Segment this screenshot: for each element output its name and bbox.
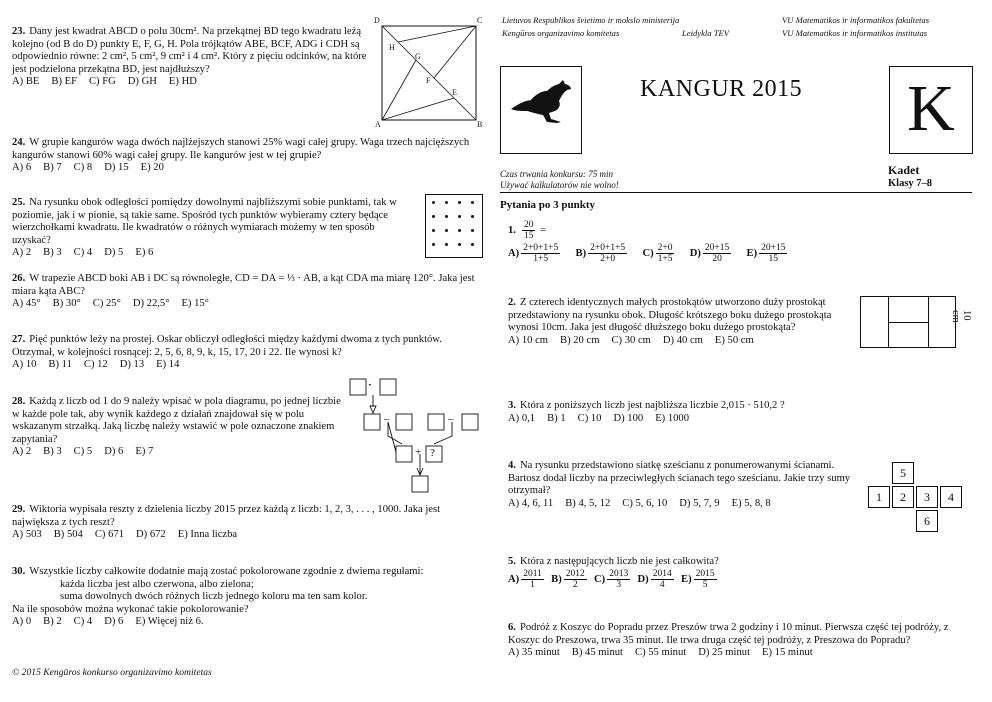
question-text: W trapezie ABCD boki AB i DC są równoległe, CD = DA = ⅓ · AB, a kąt CDA ma miarę 120°. Jaka jest miara kąta ABC? bbox=[12, 273, 475, 297]
option-c: C) 55 minut bbox=[635, 647, 687, 659]
option-c: C) 4 bbox=[73, 247, 93, 259]
divider bbox=[500, 192, 972, 193]
question-text: Z czterech identycznych małych prostokątów utworzono duży prostokąt przedstawiony na rysunku obok. Długość krótszego boku dużego prostokąta wynosi 10cm. Jaka jest długość dłuższego boku dużego prostokąta? bbox=[508, 297, 832, 334]
option-e: E) Więcej niż 6. bbox=[135, 616, 204, 628]
option-e: E) 50 cm bbox=[714, 334, 754, 346]
option-b: B) 3 bbox=[43, 247, 62, 259]
question-number: 26. bbox=[12, 273, 26, 284]
grid-dot bbox=[458, 229, 461, 232]
answer-options bbox=[12, 529, 486, 542]
option-a: A) 10 cm bbox=[508, 334, 549, 346]
net-face: 1 bbox=[868, 486, 890, 508]
grid-dot bbox=[471, 215, 474, 218]
question-23 bbox=[12, 26, 368, 89]
question-number: 27. bbox=[12, 334, 26, 345]
option-d: D) 13 bbox=[119, 359, 145, 371]
option-c: C) FG bbox=[88, 76, 116, 88]
answer-options bbox=[12, 162, 482, 175]
header-committee: Kengūros organizavimo komitetas bbox=[502, 28, 620, 38]
question-text: Każdą z liczb od 1 do 9 należy wpisać w pola diagramu, po jednej liczbie w każde pole tak, aby wynik każdego z działań znajdował się w polu wskazanym strzałką. Jaką liczbę należy wstawić w pole oznaczone znakiem zapytania? bbox=[12, 396, 341, 445]
question-subtext: Na ile sposobów można wykonać takie pokolorowanie? bbox=[12, 603, 249, 615]
question-29 bbox=[12, 504, 486, 542]
option-d: D) 40 cm bbox=[662, 334, 703, 346]
question-number: 4. bbox=[508, 460, 516, 471]
grid-dot bbox=[471, 201, 474, 204]
cube-net bbox=[868, 462, 968, 534]
option-c: C) $\frac{2+0}{1+5}$ bbox=[642, 243, 673, 264]
rule-2: suma dowolnych dwóch różnych liczb jednego koloru ma ten sam kolor. bbox=[60, 591, 368, 603]
level-letter: K bbox=[889, 66, 973, 154]
option-b: B) 504 bbox=[53, 529, 83, 541]
net-face: 6 bbox=[916, 510, 938, 532]
option-d: D) 5 bbox=[104, 247, 124, 259]
question-number: 30. bbox=[12, 566, 26, 577]
equals-sign: = bbox=[540, 224, 547, 236]
option-e: E) $\frac{20+15}{15}$ bbox=[746, 243, 786, 264]
question-24 bbox=[12, 137, 482, 175]
grid-dot bbox=[432, 243, 435, 246]
label-g: G bbox=[415, 52, 421, 61]
question-number: 6. bbox=[508, 622, 516, 633]
option-e: E) 14 bbox=[156, 359, 180, 371]
grid-dot bbox=[432, 229, 435, 232]
question-text: Dany jest kwadrat ABCD o polu 30cm². Na przekątnej BD tego kwadratu leżą kolejno (od B do D) punkty E, F, G, H. Pola trójkątów ABE, BCF, ADG i CDH są odpowiednio równe: 2 cm², 5 cm², 9 cm² i 4 cm². Który z pięciu odcinków, na które jest podzielona przekątna BD, jest najdłuższy? bbox=[12, 26, 367, 75]
header-faculty: VU Matematikos ir informatikos fakultetas bbox=[782, 15, 930, 25]
grid-dot bbox=[458, 215, 461, 218]
question-1 bbox=[508, 220, 968, 264]
label-h: H bbox=[389, 43, 395, 52]
net-face: 2 bbox=[892, 486, 914, 508]
right-column bbox=[496, 0, 992, 702]
option-b: B) 11 bbox=[48, 359, 72, 371]
option-d: D) 25 minut bbox=[698, 647, 751, 659]
question-number: 25. bbox=[12, 197, 26, 208]
question-text: W grupie kangurów waga dwóch najlżejszych stanowi 25% wagi całej grupy. Waga trzech najcięższych kangurów stanowi 60% wagi całej grupy. Ile kangurów jest w tej grupie? bbox=[12, 137, 470, 161]
op-minus-2: – bbox=[448, 413, 454, 425]
grid-dot bbox=[445, 243, 448, 246]
answer-options bbox=[12, 298, 484, 311]
question-number: 1. bbox=[508, 224, 516, 236]
answer-options bbox=[508, 335, 858, 348]
answer-options bbox=[12, 247, 412, 260]
option-c: C) 12 bbox=[83, 359, 108, 371]
copyright-footer: © 2015 Kengūros konkurso organizavimo komitetas bbox=[12, 667, 212, 678]
answer-options bbox=[12, 359, 486, 372]
option-b: B) 7 bbox=[43, 162, 62, 174]
question-4 bbox=[508, 460, 854, 510]
option-a: A) $\frac{2011}{1}$ bbox=[508, 568, 542, 590]
question-text: Która z następujących liczb nie jest całkowita? bbox=[519, 556, 719, 567]
option-a: A) 2 bbox=[12, 247, 32, 259]
grid-dot bbox=[432, 201, 435, 204]
option-c: C) 5 bbox=[73, 446, 93, 458]
question-number: 2. bbox=[508, 297, 516, 308]
question-mark-cell: ? bbox=[430, 447, 435, 459]
option-b: B) 3 bbox=[43, 446, 62, 458]
operation-diagram bbox=[346, 376, 486, 496]
label-b: B bbox=[477, 120, 483, 129]
question-number: 29. bbox=[12, 504, 26, 515]
answer-options bbox=[508, 413, 968, 426]
question-number: 23. bbox=[12, 26, 26, 37]
option-d: D) 22,5° bbox=[132, 298, 170, 310]
question-text: Pięć punktów leży na prostej. Oskar obliczył odległości między każdymi dwoma z tych punktów. Otrzymał, w kolejności rosnącej: 2, 5, 6, 8, 9, k, 15, 17, 20 i 22. Ile wynosi k? bbox=[12, 334, 442, 358]
question-text: Na rysunku przedstawiono siatkę sześcianu z ponumerowanymi ścianami. Bartosz dodał liczby na przeciwległych ścianach tego sześcianu. Jakie trzy sumy otrzymał? bbox=[508, 460, 851, 497]
answer-options bbox=[12, 76, 368, 89]
option-a: A) 503 bbox=[12, 529, 42, 541]
option-e: E) Inna liczba bbox=[177, 529, 238, 541]
question-text: Podróż z Koszyc do Popradu przez Preszów trwa 2 godziny i 10 minut. Pierwsza część tej podróży, z Koszyc do Preszowa, trwa 35 minut. Ile trwa druga część tej podróży, z Preszowa do Popradu? bbox=[508, 622, 949, 646]
answer-options bbox=[12, 446, 342, 459]
answer-options bbox=[508, 498, 854, 511]
question-text: Wszystkie liczby całkowite dodatnie mają zostać pokolorowane zgodnie z dwiema regułami: bbox=[29, 566, 424, 577]
question-30 bbox=[12, 566, 486, 629]
option-d: D) 6 bbox=[104, 616, 124, 628]
option-a: A) 0,1 bbox=[508, 412, 536, 424]
question-text: Która z poniższych liczb jest najbliższa liczbie 2,015 · 510,2 ? bbox=[519, 400, 785, 411]
answer-options bbox=[508, 647, 972, 660]
grid-dot bbox=[445, 229, 448, 232]
option-d: D) GH bbox=[127, 76, 157, 88]
option-e: E) 15° bbox=[181, 298, 209, 310]
option-b: B) $\frac{2+0+1+5}{2+0}$ bbox=[575, 243, 626, 264]
label-e: E bbox=[452, 88, 457, 97]
label-a: A bbox=[375, 120, 381, 129]
question-6 bbox=[508, 622, 972, 660]
option-b: B) 30° bbox=[52, 298, 81, 310]
op-minus-1: – bbox=[384, 413, 390, 425]
question-number: 28. bbox=[12, 396, 26, 407]
question-text: Wiktoria wypisała reszty z dzielenia liczby 2015 przez każdą z liczb: 1, 2, 3, . . . , 1000. Jaka jest największa z tych reszt? bbox=[12, 504, 441, 528]
header-ministry: Lietuvos Respublikos švietimo ir mokslo ministerija bbox=[502, 15, 680, 25]
op-multiply: · bbox=[368, 379, 372, 391]
label-d: D bbox=[374, 16, 380, 25]
option-b: B) 2 bbox=[43, 616, 62, 628]
option-a: A) 4, 6, 11 bbox=[508, 497, 554, 509]
label-c: C bbox=[477, 16, 483, 25]
net-face: 3 bbox=[916, 486, 938, 508]
fraction-den: 15 bbox=[523, 231, 534, 241]
label-f: F bbox=[426, 76, 431, 85]
calculator-note: Używać kalkulatorów nie wolno! bbox=[500, 180, 619, 190]
level-classes: Klasy 7–8 bbox=[888, 178, 933, 189]
option-d: D) 15 bbox=[104, 162, 129, 174]
option-e: E) 5, 8, 8 bbox=[731, 497, 771, 509]
option-e: E) 20 bbox=[140, 162, 164, 174]
question-5 bbox=[508, 556, 968, 590]
option-a: A) 10 bbox=[12, 359, 37, 371]
question-number: 24. bbox=[12, 137, 26, 148]
contest-title: KANGUR 2015 bbox=[640, 76, 803, 102]
grid-dot bbox=[445, 215, 448, 218]
grid-dot bbox=[458, 243, 461, 246]
question-2 bbox=[508, 297, 858, 347]
grid-dot bbox=[458, 201, 461, 204]
option-d: D) $\frac{2014}{4}$ bbox=[637, 568, 672, 590]
question-number: 3. bbox=[508, 400, 516, 411]
option-a: A) 35 minut bbox=[508, 647, 560, 659]
option-b: B) $\frac{2012}{2}$ bbox=[551, 568, 585, 590]
square-diagram bbox=[374, 16, 486, 134]
option-c: C) $\frac{2013}{3}$ bbox=[594, 568, 629, 590]
header-publisher: Leidykla TEV bbox=[682, 28, 730, 38]
question-28 bbox=[12, 396, 342, 459]
grid-dot bbox=[445, 201, 448, 204]
header-institute: VU Matematikos ir informatikos institutas bbox=[782, 28, 928, 38]
fraction bbox=[522, 220, 536, 241]
level-name: Kadet bbox=[888, 163, 920, 177]
option-c: C) 30 cm bbox=[611, 334, 651, 346]
option-c: C) 671 bbox=[94, 529, 124, 541]
grid-dot bbox=[432, 215, 435, 218]
answer-options bbox=[12, 616, 486, 629]
option-c: C) 4 bbox=[73, 616, 93, 628]
option-a: A) 2 bbox=[12, 446, 32, 458]
option-e: E) 7 bbox=[135, 446, 154, 458]
question-26 bbox=[12, 273, 484, 311]
option-b: B) 20 cm bbox=[560, 334, 600, 346]
kangaroo-logo-box bbox=[500, 66, 582, 154]
question-25 bbox=[12, 197, 412, 260]
grid-dot bbox=[471, 243, 474, 246]
option-a: A) BE bbox=[12, 76, 40, 88]
answer-options bbox=[508, 243, 968, 264]
option-b: B) 45 minut bbox=[571, 647, 624, 659]
net-face: 4 bbox=[940, 486, 962, 508]
question-text: Na rysunku obok odległości pomiędzy dowolnymi najbliższymi sobie punktami, tak w poziomie, jak i w pionie, są takie same. Spośród tych punktów wybieramy cztery będące wierzchołkami kwadratu. Ile kwadratów o różnych wymiarach możemy w ten sposób uzyskać? bbox=[12, 197, 397, 246]
fraction-num: 20 bbox=[523, 220, 534, 230]
dimension-label: 10 cm bbox=[950, 310, 972, 323]
option-e: E) HD bbox=[168, 76, 197, 88]
option-d: D) 672 bbox=[136, 529, 166, 541]
option-a: A) 45° bbox=[12, 298, 41, 310]
option-a: A) $\frac{2+0+1+5}{1+5}$ bbox=[508, 243, 559, 264]
option-c: C) 8 bbox=[73, 162, 93, 174]
option-c: C) 25° bbox=[92, 298, 121, 310]
option-c: C) 10 bbox=[577, 412, 602, 424]
option-a: A) 6 bbox=[12, 162, 32, 174]
option-e: E) 6 bbox=[135, 247, 154, 259]
option-e: E) 15 minut bbox=[762, 647, 813, 659]
option-e: E) 1000 bbox=[655, 412, 690, 424]
option-d: D) 100 bbox=[613, 412, 644, 424]
dot-grid bbox=[425, 194, 483, 258]
net-face: 5 bbox=[892, 462, 914, 484]
question-number: 5. bbox=[508, 556, 516, 567]
question-27 bbox=[12, 334, 486, 372]
rule-1: każda liczba jest albo czerwona, albo zielona; bbox=[60, 578, 254, 590]
option-d: D) 5, 7, 9 bbox=[679, 497, 720, 509]
rectangles-diagram bbox=[860, 296, 956, 348]
option-b: B) EF bbox=[51, 76, 77, 88]
section-title: Pytania po 3 punkty bbox=[500, 199, 596, 211]
answer-options bbox=[508, 569, 968, 590]
kangaroo-icon bbox=[501, 67, 581, 153]
op-plus: + bbox=[415, 446, 422, 458]
option-b: B) 4, 5, 12 bbox=[565, 497, 611, 509]
grid-dot bbox=[471, 229, 474, 232]
duration-note: Czas trwania konkursu: 75 min bbox=[500, 169, 614, 179]
option-a: A) 0 bbox=[12, 616, 32, 628]
option-e: E) $\frac{2015}{5}$ bbox=[681, 568, 715, 590]
question-3 bbox=[508, 400, 968, 425]
option-c: C) 5, 6, 10 bbox=[622, 497, 668, 509]
option-d: D) 6 bbox=[104, 446, 124, 458]
option-b: B) 1 bbox=[547, 412, 566, 424]
option-d: D) $\frac{20+15}{20}$ bbox=[689, 243, 730, 264]
